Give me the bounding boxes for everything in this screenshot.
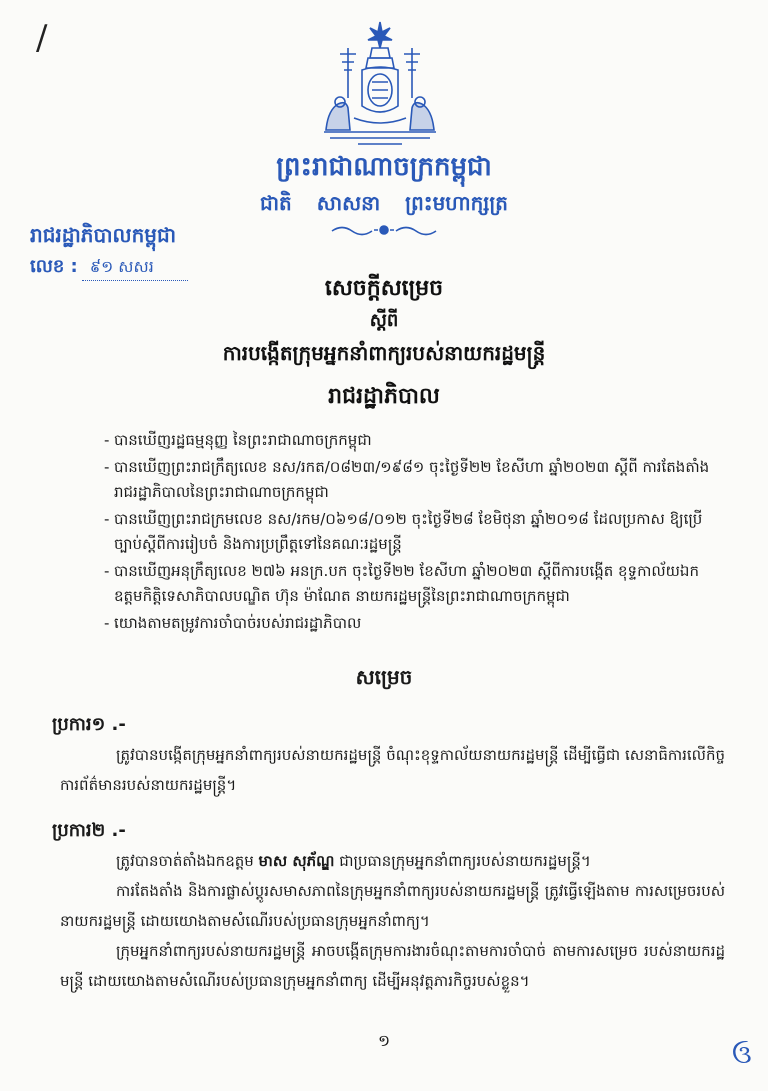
paragraph-text: ជាប្រធានក្រុមអ្នកនាំពាក្យរបស់នាយករដ្ឋមន្ត្រី។ xyxy=(334,852,591,870)
article-2-heading: ប្រការ២ .- xyxy=(52,820,126,841)
article-1-heading: ប្រការ១ .- xyxy=(52,714,126,735)
article-1-body xyxy=(60,740,725,800)
kingdom-title: ព្រះរាជាណាចក្រកម្ពុជា xyxy=(276,152,492,182)
decision-heading: សម្រេច xyxy=(355,665,413,689)
list-item: - យោងតាមតម្រូវការចាំបាច់របស់រាជរដ្ឋាភិបាល xyxy=(104,611,724,636)
article-2-body xyxy=(60,846,725,996)
list-item: - បានឃើញរដ្ឋធម្មនុញ្ញ នៃព្រះរាជាណាចក្រកម្ពុជា xyxy=(104,428,724,453)
decision-subject: ការបង្កើតក្រុមអ្នកនាំពាក្យរបស់នាយករដ្ឋមន្ត្រី xyxy=(222,341,546,365)
list-item: - បានឃើញព្រះរាជក្រមលេខ នស/រកម/០៦១៨/០១២ ចុះថ្ងៃទី២៨ ខែមិថុនា ឆ្នាំ២០១៨ ដែលប្រកាស ឱ្យប្រើច្បាប់ស្តីពីការរៀបចំ និងការប្រព្រឹត្តទៅនៃគណៈរដ្ឋមន្ត្រី xyxy=(104,507,724,557)
royal-coat-of-arms-icon xyxy=(318,18,442,146)
page-number: ១ xyxy=(377,1031,391,1050)
article-paragraph: ការតែងតាំង និងការផ្លាស់ប្តូរសមាសភាពនៃក្រុមអ្នកនាំពាក្យរបស់នាយករដ្ឋមន្ត្រី ត្រូវធ្វើឡើងតាម ការសម្រេចរបស់នាយករដ្ឋមន្ត្រី ដោយយោងតាមសំណើរបស់ប្រធានក្រុមអ្នកនាំពាក្យ។ xyxy=(60,882,725,930)
decision-subject-label: ស្តីពី xyxy=(369,310,399,331)
paragraph-text: ត្រូវបានចាត់តាំងឯកឧត្តម xyxy=(116,852,259,870)
issuing-body-heading: រាជរដ្ឋាភិបាល xyxy=(328,384,440,409)
article-paragraph: ក្រុមអ្នកនាំពាក្យរបស់នាយករដ្ឋមន្ត្រី អាចបង្កើតក្រុមការងារចំណុះតាមការចាំបាច់ តាមការសម្រេច របស់នាយករដ្ឋមន្ត្រី ដោយយោងតាមសំណើរបស់ប្រធានក្រុមអ្នកនាំពាក្យ ដើម្បីអនុវត្តភារកិច្ចរបស់ខ្លួន។ xyxy=(60,942,725,990)
number-value: ៩១ សសរ xyxy=(82,256,188,281)
decorative-divider-icon xyxy=(328,222,440,238)
national-motto: ជាតិ សាសនា ព្រះមហាក្សត្រ xyxy=(260,191,508,215)
legal-basis-list xyxy=(104,428,724,638)
number-label: លេខ : xyxy=(30,256,78,277)
decision-title: សេចក្តីសម្រេច xyxy=(324,276,444,301)
article-paragraph: ត្រូវបានបង្កើតក្រុមអ្នកនាំពាក្យរបស់នាយករដ្ឋមន្ត្រី ចំណុះខុទ្ទកាល័យនាយករដ្ឋមន្ត្រី ដើម្បីធ្វើជា សេនាធិការលើកិច្ចការព័ត៌មានរបស់នាយករដ្ឋមន្ត្រី។ xyxy=(60,746,725,794)
list-item: - បានឃើញអនុក្រឹត្យលេខ ២៧៦ អនក្រ.បក ចុះថ្ងៃទី២២ ខែសីហា ឆ្នាំ២០២៣ ស្តីពីការបង្កើត ខុទ្ទកាល័យឯកឧត្តមកិត្តិទេសាភិបាលបណ្ឌិត ហ៊ុន ម៉ាណែត នាយករដ្ឋមន្ត្រីនៃព្រះរាជាណាចក្រកម្ពុជា xyxy=(104,559,724,609)
appointee-name: មាស សុភ័ណ្ឌ xyxy=(258,852,335,870)
article-paragraph xyxy=(60,846,725,876)
handwritten-initial: ઉ xyxy=(732,1040,752,1070)
issuing-government: រាជរដ្ឋាភិបាលកម្ពុជា xyxy=(30,223,176,247)
list-item: - បានឃើញព្រះរាជក្រឹត្យលេខ នស/រកត/០៨២៣/១៩៨១ ចុះថ្ងៃទី២២ ខែសីហា ឆ្នាំ២០២៣ ស្តីពី ការតែងតាំងរាជរដ្ឋាភិបាលនៃព្រះរាជាណាចក្រកម្ពុជា xyxy=(104,455,724,505)
corner-mark: / xyxy=(36,18,48,58)
